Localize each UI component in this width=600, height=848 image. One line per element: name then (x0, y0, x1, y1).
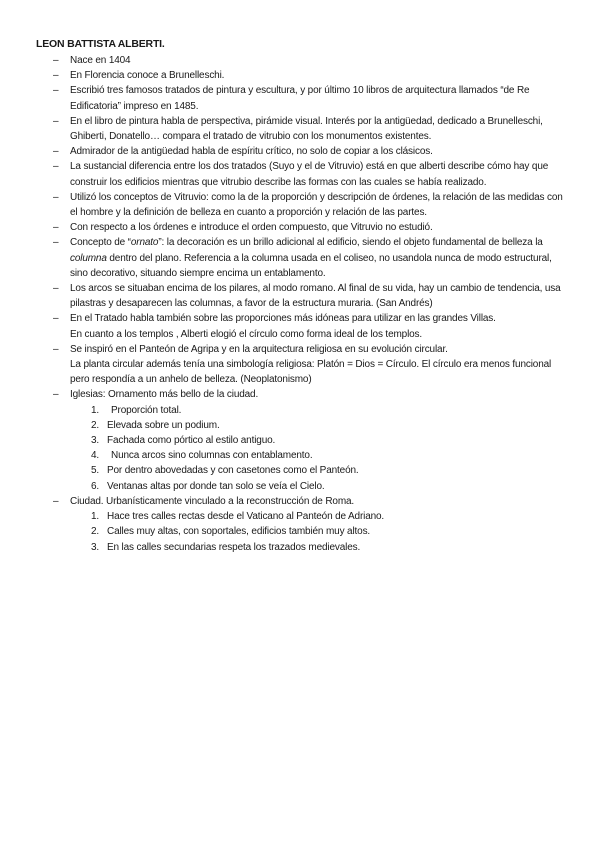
item-number: 3. (91, 435, 100, 447)
dash-bullet: – (53, 191, 59, 203)
list-item (36, 53, 570, 68)
list-item-text: Admirador de la antigüedad habla de espíritu crítico, no solo de copiar a los clásicos. (70, 146, 433, 158)
numbered-item (36, 418, 570, 433)
numbered-item-text: En las calles secundarias respeta los trazados medievales. (107, 541, 361, 553)
numbered-item (36, 540, 570, 555)
italic-term-ornato: ornato (130, 237, 159, 249)
numbered-item (36, 463, 570, 478)
numbered-item-text: Hace tres calles rectas desde el Vaticano al Panteón de Adriano. (107, 511, 385, 523)
item-number: 5. (91, 465, 100, 477)
list-item-continuation: En cuanto a los templos , Alberti elogió el círculo como forma ideal de los templos. (70, 328, 423, 340)
numbered-item (36, 524, 570, 539)
numbered-item (36, 433, 570, 448)
numbered-item-text: Por dentro abovedadas y con casetones como el Panteón. (107, 465, 359, 477)
dash-bullet: – (53, 343, 59, 355)
text-segment: Concepto de “ (70, 237, 131, 249)
numbered-item (36, 479, 570, 494)
numbered-item-text: Proporción total. (111, 404, 182, 416)
list-item (36, 342, 570, 388)
dash-bullet: – (53, 55, 59, 66)
list-item (36, 114, 570, 144)
dash-bullet: – (53, 85, 59, 97)
dash-bullet: – (53, 389, 59, 401)
list-item-text: La sustancial diferencia entre los dos tratados (Suyo y el de Vitruvio) está en que alberti describe cómo hay que construir los edificios mientras que vitrubio describe las formas con las cuales se había realizado. (70, 161, 549, 188)
list-item-text: Se inspiró en el Panteón de Agripa y en la arquitectura religiosa en su evolución circular. (70, 343, 448, 355)
numbered-item-text: Elevada sobre un podium. (107, 419, 220, 431)
dash-bullet: – (53, 222, 59, 234)
list-item (36, 494, 570, 509)
list-item-text: Nace en 1404 (70, 55, 131, 66)
item-number: 3. (91, 541, 100, 553)
dash-bullet: – (53, 70, 59, 82)
list-item (36, 159, 570, 189)
list-item (36, 83, 570, 113)
list-item (36, 235, 570, 281)
dash-bullet: – (53, 237, 59, 249)
list-item-text: En el libro de pintura habla de perspectiva, pirámide visual. Interés por la antigüedad, dedicado a Brunelleschi, Ghiberti, Donatello… compara el tratado de vitrubio con los monumentos existentes. (70, 115, 543, 143)
list-item (36, 311, 570, 341)
list-item-text: Con respecto a los órdenes e introduce el orden compuesto, que Vitruvio no estudió. (70, 222, 433, 234)
list-item (36, 387, 570, 402)
dash-bullet: – (53, 161, 59, 173)
dash-bullet: – (53, 313, 59, 325)
list-item-text: En el Tratado habla también sobre las proporciones más idóneas para utilizar en las grandes Villas. (70, 313, 496, 325)
item-number: 4. (91, 450, 100, 462)
numbered-item (36, 448, 570, 463)
list-item (36, 190, 570, 220)
numbered-item-text: Nunca arcos sino columnas con entablamento. (111, 450, 313, 462)
italic-term-columna: columna (70, 252, 107, 264)
dash-bullet: – (53, 283, 59, 295)
numbered-item (36, 403, 570, 418)
list-item (36, 144, 570, 159)
list-item-text: Iglesias: Ornamento más bello de la ciudad. (70, 389, 259, 401)
text-segment: ”: la decoración es un brillo adicional al edificio, siendo el objeto fundamental de belleza la (158, 237, 543, 249)
notes-list-continued (36, 494, 570, 509)
numbered-item (36, 509, 570, 524)
document-title: LEON BATTISTA ALBERTI. (36, 38, 165, 50)
list-item-text (70, 237, 552, 278)
list-item-text: Utilizó los conceptos de Vitruvio: como la de la proporción y descripción de órdenes, la relación de las medidas con el hombre y la definición de belleza en cuanto a proporción y relación de las partes. (70, 191, 563, 219)
ciudad-numbered-list (36, 509, 570, 555)
list-item (36, 281, 570, 311)
text-segment: dentro del plano. Referencia a la columna usada en el coliseo, no usandola nunca de modo estructural, sino decorativo, situando siempre encima un entablamento. (70, 252, 552, 279)
item-number: 6. (91, 480, 100, 492)
list-item (36, 68, 570, 83)
dash-bullet: – (53, 115, 59, 127)
item-number: 1. (91, 511, 100, 523)
numbered-item-text: Ventanas altas por donde tan solo se veía el Cielo. (107, 480, 325, 492)
notes-list (36, 53, 570, 403)
iglesias-numbered-list (36, 403, 570, 494)
list-item-text: En Florencia conoce a Brunelleschi. (70, 70, 225, 82)
list-item-text: Los arcos se situaban encima de los pilares, al modo romano. Al final de su vida, hay un cambio de tendencia, usa pilastras y desaparecen las columnas, a favor de la estructura muraria. (San Andrés) (70, 283, 561, 310)
list-item-continuation: La planta circular además tenía una simbología religiosa: Platón = Dios = Círculo. El círculo era menos funcional pero respondía a un anhelo de belleza. (Neoplatonismo) (70, 359, 552, 386)
list-item (36, 220, 570, 235)
item-number: 2. (91, 526, 100, 538)
list-item-text: Escribió tres famosos tratados de pintura y escultura, y por último 10 libros de arquitectura llamados “de Re Edificatoria” impreso en 1485. (70, 85, 530, 112)
list-item-text: Ciudad. Urbanísticamente vinculado a la reconstrucción de Roma. (70, 495, 355, 507)
item-number: 2. (91, 419, 100, 431)
dash-bullet: – (53, 495, 59, 507)
numbered-item-text: Calles muy altas, con soportales, edificios también muy altos. (107, 526, 371, 538)
item-number: 1. (91, 404, 100, 416)
numbered-item-text: Fachada como pórtico al estilo antiguo. (107, 435, 276, 447)
dash-bullet: – (53, 146, 59, 158)
